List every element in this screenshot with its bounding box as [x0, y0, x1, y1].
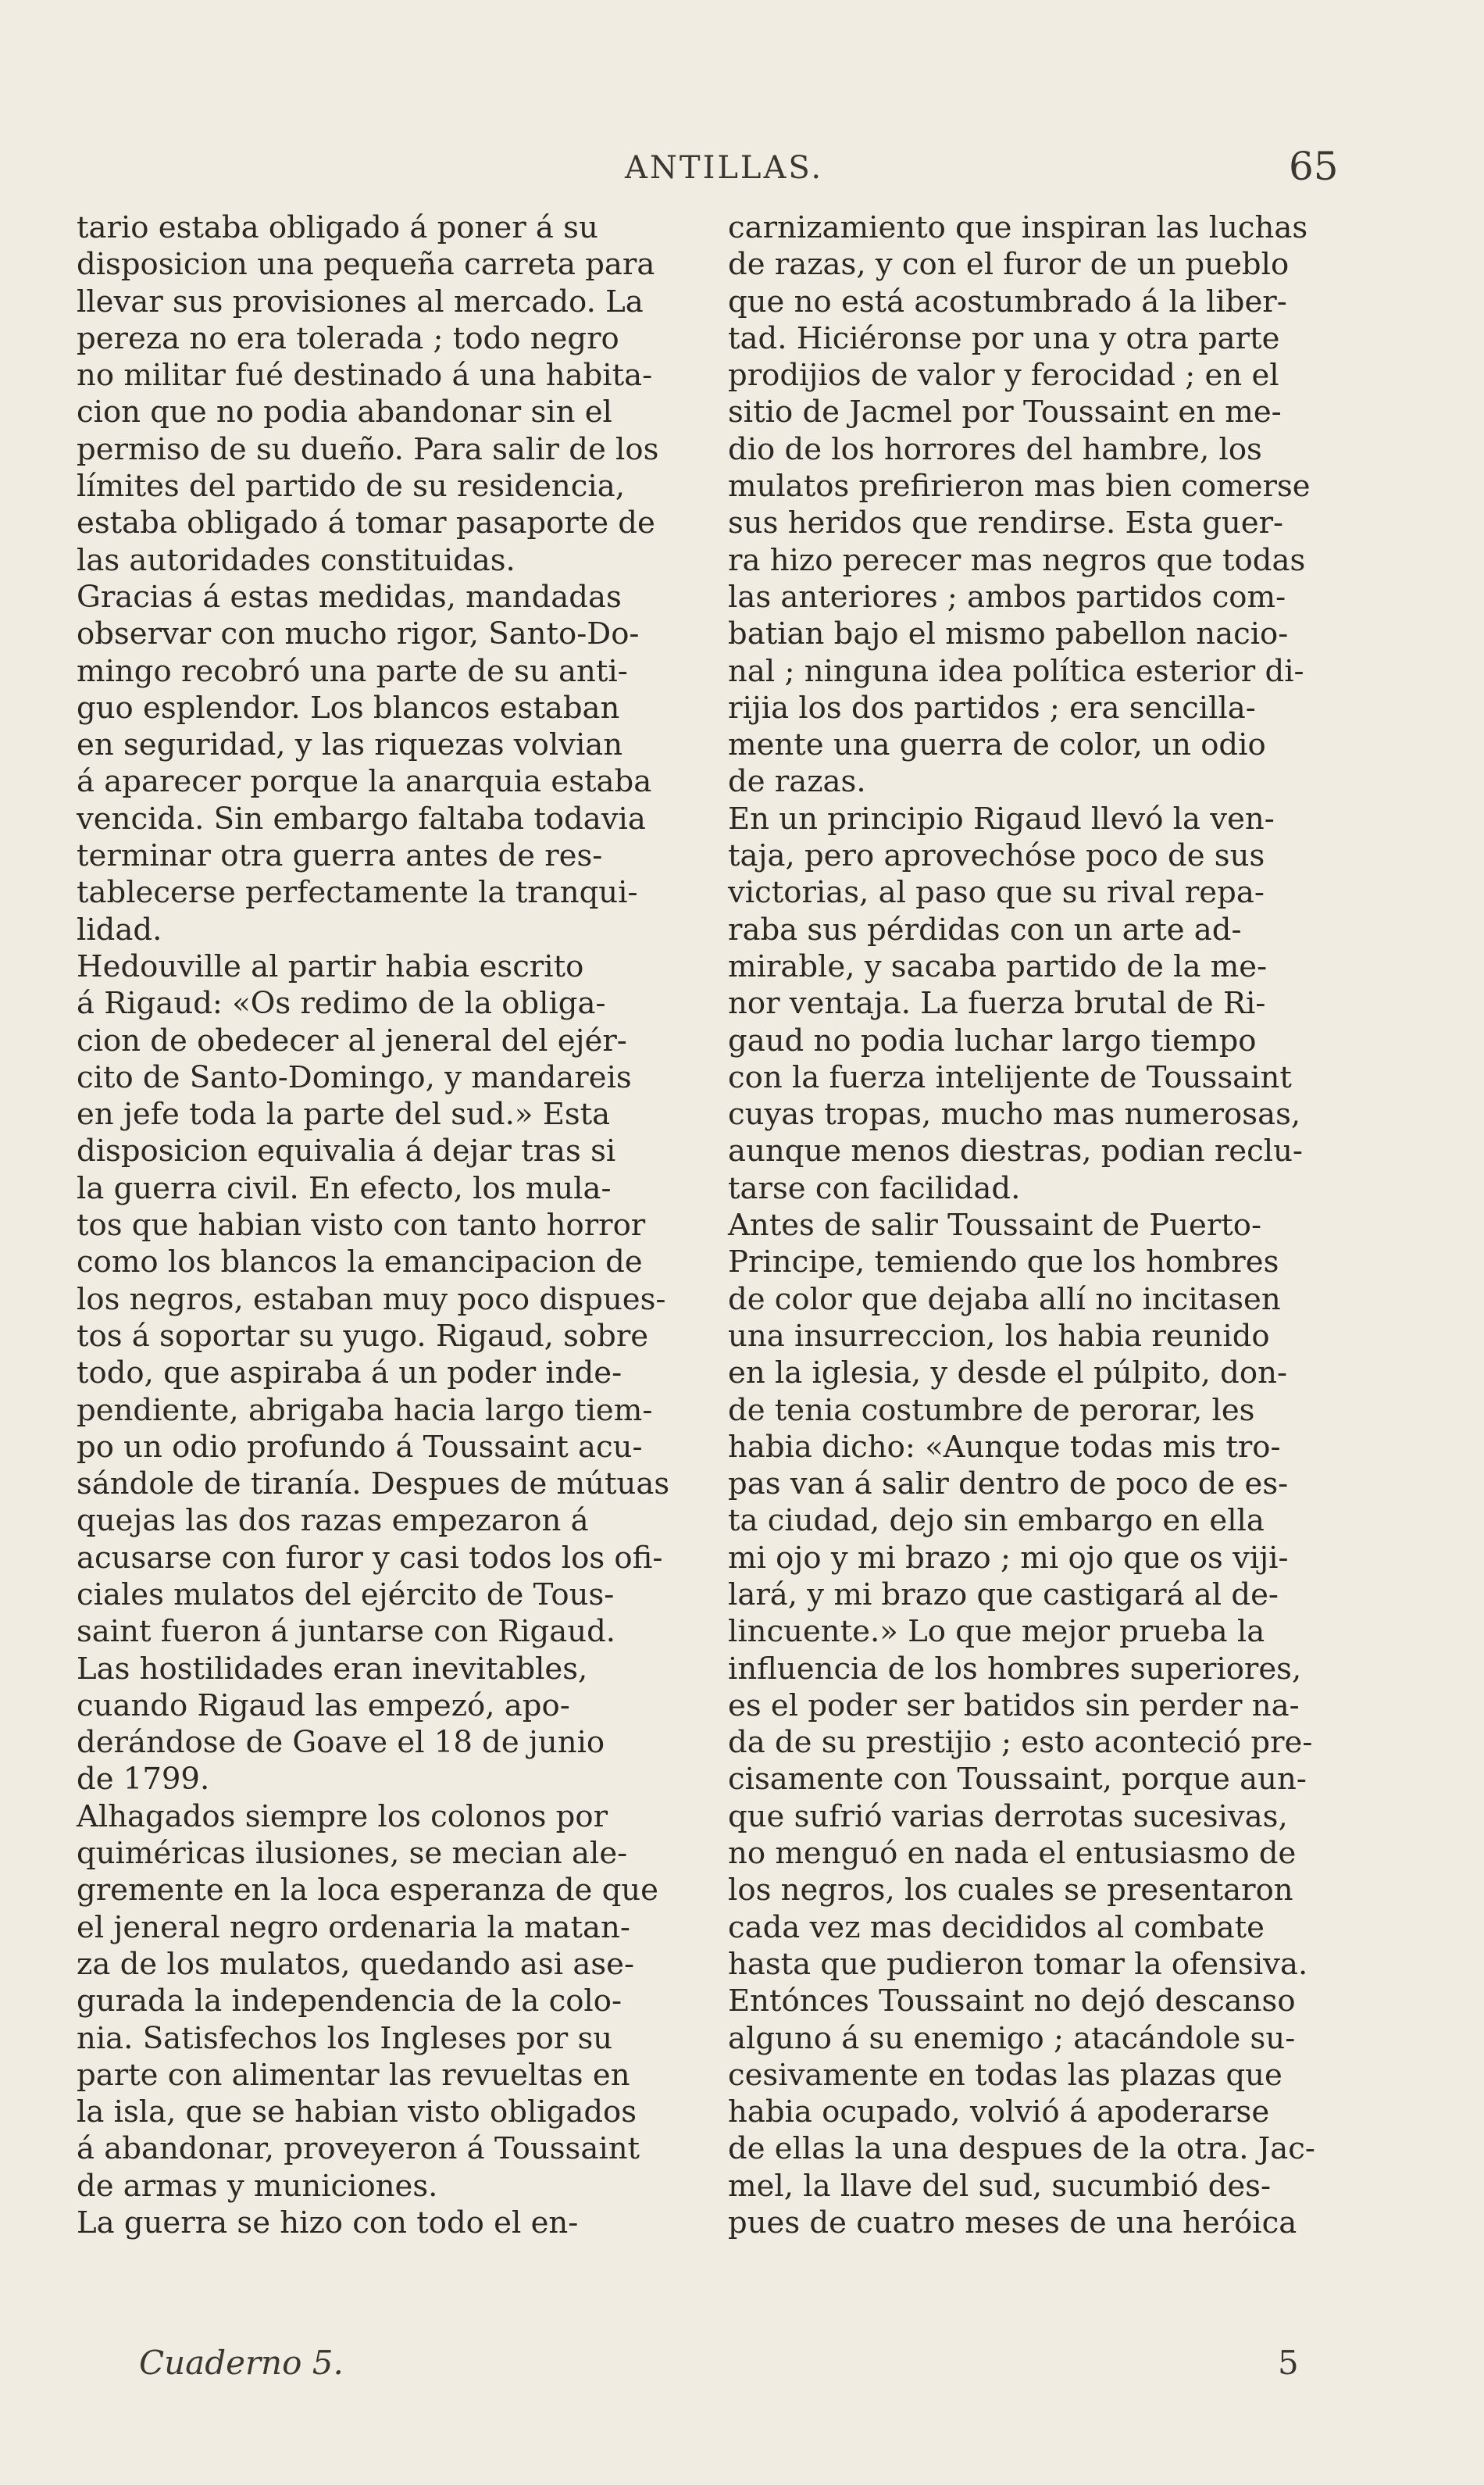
text-line: prodijios de valor y ferocidad ; en el	[728, 358, 1279, 394]
text-line: la isla, que se habian visto obligados	[77, 2094, 637, 2130]
text-column-right	[728, 209, 1337, 2241]
text-line: Alhagados siempre los colonos por	[77, 1798, 608, 1834]
text-line: nia. Satisfechos los Ingleses por su	[77, 2020, 613, 2056]
text-line: no militar fué destinado á una habita-	[77, 358, 653, 394]
text-line: nor ventaja. La fuerza brutal de Ri-	[728, 986, 1266, 1022]
text-line: á abandonar, proveyeron á Toussaint	[77, 2131, 640, 2167]
text-line: con la fuerza intelijente de Toussaint	[728, 1059, 1292, 1095]
text-line: una insurreccion, los habia reunido	[728, 1318, 1270, 1354]
text-line: cion que no podia abandonar sin el	[77, 395, 612, 430]
sheet-number: 5	[1278, 2344, 1299, 2382]
text-line: llevar sus provisiones al mercado. La	[77, 284, 644, 320]
text-line: que sufrió varias derrotas sucesivas,	[728, 1798, 1288, 1834]
text-line: tad. Hiciéronse por una y otra parte	[728, 320, 1280, 356]
text-line: tario estaba obligado á poner á su	[77, 210, 598, 245]
text-line: á aparecer porque la anarquia estaba	[77, 764, 652, 800]
text-line: mel, la llave del sud, sucumbió des-	[728, 2168, 1271, 2204]
text-line: gurada la independencia de la colo-	[77, 1983, 622, 2019]
text-line: Antes de salir Toussaint de Puerto-	[728, 1208, 1262, 1244]
text-line: de 1799.	[77, 1762, 210, 1798]
text-line: habia dicho: «Aunque todas mis tro-	[728, 1429, 1281, 1465]
text-line: guo esplendor. Los blancos estaban	[77, 690, 620, 726]
text-line: Las hostilidades eran inevitables,	[77, 1651, 588, 1687]
text-line: mingo recobró una parte de su anti-	[77, 653, 628, 689]
text-line: disposicion una pequeña carreta para	[77, 247, 655, 283]
text-line: acusarse con furor y casi todos los ofi-	[77, 1540, 663, 1576]
text-line: ta ciudad, dejo sin embargo en ella	[728, 1503, 1265, 1539]
text-line: terminar otra guerra antes de res-	[77, 838, 603, 874]
text-line: lidad.	[77, 912, 162, 948]
text-line: influencia de los hombres superiores,	[728, 1651, 1302, 1687]
text-line: gremente en la loca esperanza de que	[77, 1873, 658, 1908]
text-line: raba sus pérdidas con un arte ad-	[728, 912, 1242, 948]
text-line: rijia los dos partidos ; era sencilla-	[728, 690, 1256, 726]
text-line: vencida. Sin embargo faltaba todavia	[77, 801, 646, 837]
text-line: carnizamiento que inspiran las luchas	[728, 210, 1308, 245]
text-line: límites del partido de su residencia,	[77, 469, 625, 505]
text-line: pues de cuatro meses de una heróica	[728, 2205, 1297, 2241]
text-line: derándose de Goave el 18 de junio	[77, 1725, 605, 1761]
text-line: Gracias á estas medidas, mandadas	[77, 579, 622, 615]
signature-mark: Cuaderno 5.	[139, 2344, 344, 2382]
text-line: pas van á salir dentro de poco de es-	[728, 1466, 1289, 1502]
text-line: cito de Santo-Domingo, y mandareis	[77, 1059, 632, 1095]
text-line: de tenia costumbre de perorar, les	[728, 1392, 1255, 1428]
text-line: sándole de tiranía. Despues de mútuas	[77, 1466, 670, 1502]
text-line: gaud no podia luchar largo tiempo	[728, 1023, 1257, 1059]
text-line: po un odio profundo á Toussaint acu-	[77, 1429, 643, 1465]
text-line: pendiente, abrigaba hacia largo tiem-	[77, 1392, 653, 1428]
text-line: estaba obligado á tomar pasaporte de	[77, 505, 655, 541]
text-line: cisamente con Toussaint, porque aun-	[728, 1762, 1307, 1798]
text-line: saint fueron á juntarse con Rigaud.	[77, 1614, 616, 1650]
text-line: de armas y municiones.	[77, 2168, 438, 2204]
text-line: de ellas la una despues de la otra. Jac-	[728, 2131, 1315, 2167]
text-line: aunque menos diestras, podian reclu-	[728, 1134, 1303, 1169]
text-line: cada vez mas decididos al combate	[728, 1909, 1265, 1945]
text-column-left	[77, 209, 686, 2241]
text-line: sus heridos que rendirse. Esta guer-	[728, 505, 1284, 541]
text-line: lará, y mi brazo que castigará al de-	[728, 1576, 1279, 1612]
text-line: mi ojo y mi brazo ; mi ojo que os viji-	[728, 1540, 1289, 1576]
text-line: dio de los horrores del hambre, los	[728, 431, 1262, 467]
text-line: hasta que pudieron tomar la ofensiva.	[728, 1946, 1308, 1982]
text-line: za de los mulatos, quedando asi ase-	[77, 1946, 634, 1982]
text-line: permiso de su dueño. Para salir de los	[77, 431, 659, 467]
text-line: La guerra se hizo con todo el en-	[77, 2205, 579, 2241]
text-line: Principe, temiendo que los hombres	[728, 1244, 1279, 1280]
text-line: quiméricas ilusiones, se mecian ale-	[77, 1836, 628, 1872]
text-line: tarse con facilidad.	[728, 1170, 1021, 1206]
text-line: de razas, y con el furor de un pueblo	[728, 247, 1290, 283]
text-line: lincuente.» Lo que mejor prueba la	[728, 1614, 1265, 1650]
running-header-title: ANTILLAS.	[625, 150, 824, 186]
text-line: mirable, y sacaba partido de la me-	[728, 948, 1268, 984]
text-line: tos que habian visto con tanto horror	[77, 1208, 646, 1244]
text-line: á Rigaud: «Os redimo de la obliga-	[77, 986, 606, 1022]
text-line: ra hizo perecer mas negros que todas	[728, 542, 1306, 578]
text-line: Hedouville al partir habia escrito	[77, 948, 584, 984]
text-line: quejas las dos razas empezaron á	[77, 1503, 589, 1539]
text-line: los negros, los cuales se presentaron	[728, 1873, 1293, 1908]
text-line: el jeneral negro ordenaria la matan-	[77, 1909, 630, 1945]
text-line: mente una guerra de color, un odio	[728, 727, 1266, 763]
text-line: los negros, estaban muy poco dispues-	[77, 1281, 666, 1317]
text-line: tablecerse perfectamente la tranqui-	[77, 875, 638, 911]
text-line: victorias, al paso que su rival repa-	[728, 875, 1265, 911]
text-line: es el poder ser batidos sin perder na-	[728, 1687, 1300, 1723]
text-line: cion de obedecer al jeneral del ejér-	[77, 1023, 627, 1059]
text-line: cuando Rigaud las empezó, apo-	[77, 1687, 570, 1723]
text-line: la guerra civil. En efecto, los mula-	[77, 1170, 612, 1206]
text-line: taja, pero aprovechóse poco de sus	[728, 838, 1265, 874]
text-line: da de su prestijio ; esto aconteció pre-	[728, 1725, 1313, 1761]
text-line: en la iglesia, y desde el púlpito, don-	[728, 1355, 1287, 1391]
page-number: 65	[1289, 144, 1339, 189]
text-line: de razas.	[728, 764, 866, 800]
text-line: alguno á su enemigo ; atacándole su-	[728, 2020, 1296, 2056]
text-line: cesivamente en todas las plazas que	[728, 2057, 1282, 2093]
text-line: habia ocupado, volvió á apoderarse	[728, 2094, 1270, 2130]
text-line: en jefe toda la parte del sud.» Esta	[77, 1097, 611, 1133]
text-line: de color que dejaba allí no incitasen	[728, 1281, 1281, 1317]
text-line: pereza no era tolerada ; todo negro	[77, 320, 619, 356]
text-line: mulatos prefirieron mas bien comerse	[728, 469, 1311, 505]
text-line: todo, que aspiraba á un poder inde-	[77, 1355, 622, 1391]
text-line: observar con mucho rigor, Santo-Do-	[77, 616, 640, 652]
text-line: En un principio Rigaud llevó la ven-	[728, 801, 1275, 837]
text-line: nal ; ninguna idea política esterior di-	[728, 653, 1304, 689]
text-line: las autoridades constituidas.	[77, 542, 515, 578]
text-line: no menguó en nada el entusiasmo de	[728, 1836, 1297, 1872]
text-line: que no está acostumbrado á la liber-	[728, 284, 1287, 320]
text-line: ciales mulatos del ejército de Tous-	[77, 1576, 615, 1612]
text-line: tos á soportar su yugo. Rigaud, sobre	[77, 1318, 649, 1354]
text-line: sitio de Jacmel por Toussaint en me-	[728, 395, 1282, 430]
text-line: en seguridad, y las riquezas volvian	[77, 727, 623, 763]
text-line: parte con alimentar las revueltas en	[77, 2057, 630, 2093]
text-line: cuyas tropas, mucho mas numerosas,	[728, 1097, 1301, 1133]
text-line: Entónces Toussaint no dejó descanso	[728, 1983, 1296, 2019]
text-line: las anteriores ; ambos partidos com-	[728, 579, 1286, 615]
text-line: batian bajo el mismo pabellon nacio-	[728, 616, 1289, 652]
text-line: disposicion equivalia á dejar tras si	[77, 1134, 616, 1169]
text-line: como los blancos la emancipacion de	[77, 1244, 643, 1280]
